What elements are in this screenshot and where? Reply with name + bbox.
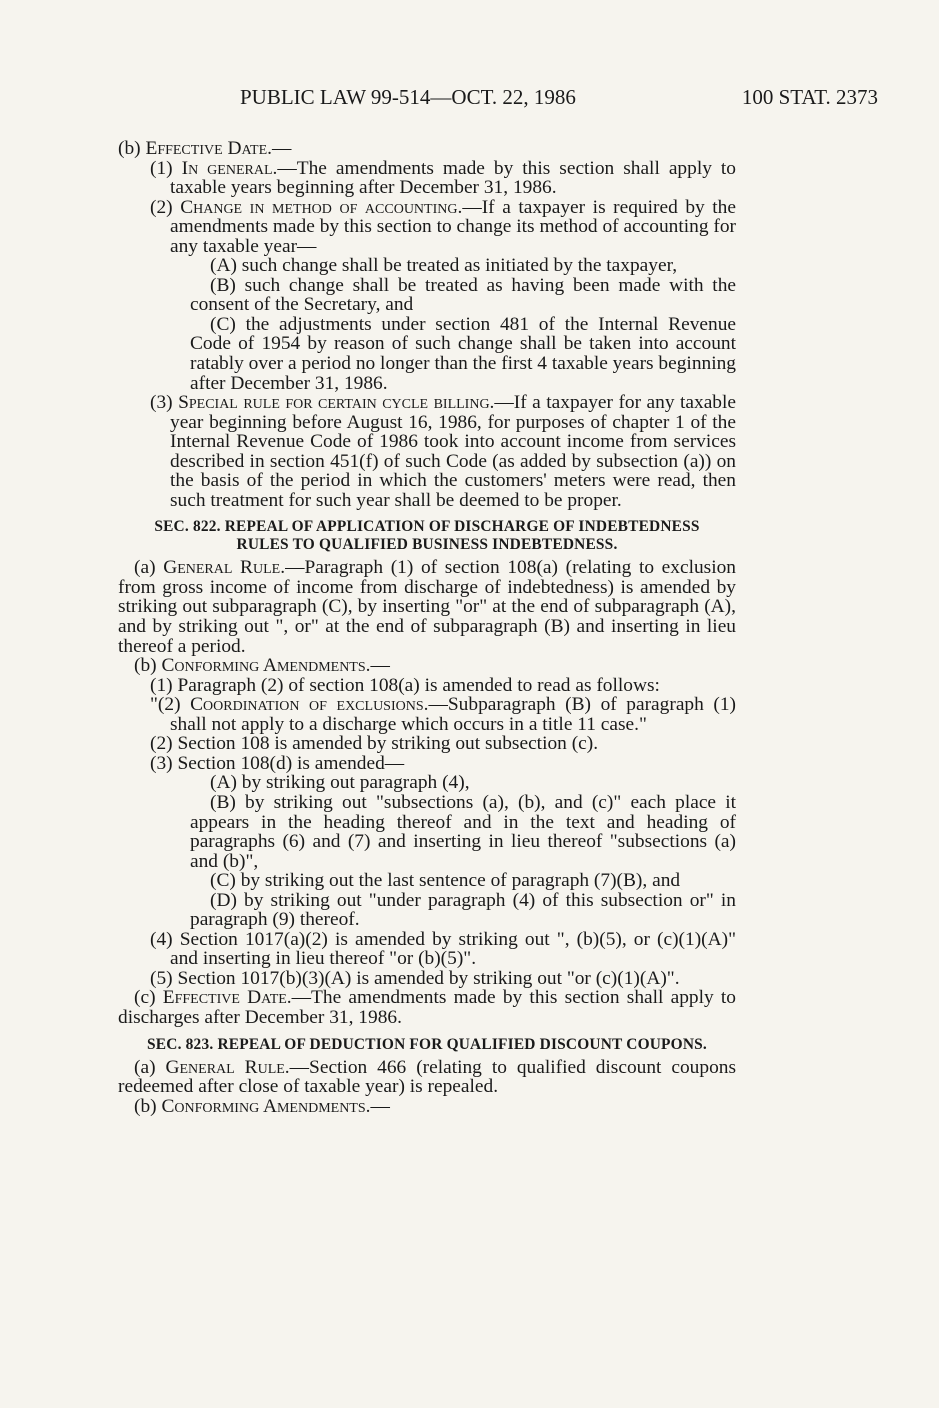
- amendment-5: (5) Section 1017(b)(3)(A) is amended by striking out "or (c)(1)(A)".: [150, 967, 680, 989]
- section-822-effective-date: (c) Effective Date.—The amendments made by this section shall apply to discharges after December 31, 1986.: [118, 987, 736, 1028]
- coordination-of-exclusions: "(2) Coordination of exclusions.—Subparagraph (B) of paragraph (1) shall not apply to a discharge which occurs in a title 11 case.": [150, 694, 736, 735]
- document-body: [118, 139, 736, 1116]
- public-law-citation: PUBLIC LAW 99-514—OCT. 22, 1986: [240, 85, 576, 109]
- amendment-3c: (C) by striking out the last sentence of paragraph (7)(B), and: [210, 870, 681, 892]
- paragraph-change-in-method: (2) Change in method of accounting.—If a taxpayer is required by the amendments made by this section to change its method of accounting for any taxable year—: [150, 196, 736, 257]
- amendment-4: (4) Section 1017(a)(2) is amended by striking out ", (b)(5), or (c)(1)(A)" and inserting in lieu thereof "or (b)(5)".: [150, 928, 736, 970]
- section-822-heading: SEC. 822. REPEAL OF APPLICATION OF DISCHARGE OF INDEBTEDNESS RULES TO QUALIFIED BUSINESS INDEBTEDNESS.: [154, 518, 700, 554]
- section-823-conforming-heading: (b) Conforming Amendments.—: [134, 1095, 390, 1117]
- paragraph-in-general: (1) In general.—The amendments made by this section shall apply to taxable years beginning after December 31, 1986.: [150, 157, 736, 199]
- amendment-3d: (D) by striking out "under paragraph (4) of this subsection or" in paragraph (9) thereof.: [190, 889, 736, 931]
- effective-date-heading: (b) Effective Date.—: [118, 138, 292, 159]
- subparagraph-b: (B) such change shall be treated as having been made with the consent of the Secretary, and: [190, 274, 736, 316]
- paragraph-special-rule: (3) Special rule for certain cycle billing.—If a taxpayer for any taxable year beginning before August 16, 1986, for purposes of chapter 1 of the Internal Revenue Code of 1986 took into account income from services described in section 451(f) of such Code (as added by subsection (a)) on the basis of the period in which the customers' meters were read, then such treatment for such year shall be deemed to be proper.: [150, 392, 736, 511]
- amendment-2: (2) Section 108 is amended by striking out subsection (c).: [150, 733, 599, 755]
- section-823-heading: SEC. 823. REPEAL OF DEDUCTION FOR QUALIFIED DISCOUNT COUPONS.: [147, 1035, 707, 1053]
- amendment-1: (1) Paragraph (2) of section 108(a) is amended to read as follows:: [150, 674, 660, 696]
- section-823-general-rule: (a) General Rule.—Section 466 (relating to qualified discount coupons redeemed after close of taxable year) is repealed.: [118, 1056, 737, 1098]
- subparagraph-a: (A) such change shall be treated as initiated by the taxpayer,: [210, 255, 678, 277]
- conforming-amendments-heading: (b) Conforming Amendments.—: [134, 655, 390, 677]
- page-header: [118, 85, 878, 114]
- section-822-general-rule: (a) General Rule.—Paragraph (1) of section 108(a) (relating to exclusion from gross income of income from discharge of indebtedness) is amended by striking out subparagraph (C), by inserting "or" at the end of subparagraph (A), and by striking out ", or" at the end of subparagraph (B) and inserting in lieu thereof a period.: [118, 557, 737, 657]
- statute-page-number: 100 STAT. 2373: [741, 85, 878, 109]
- subparagraph-c: (C) the adjustments under section 481 of the Internal Revenue Code of 1954 by reason of such change shall be taken into account ratably over a period no longer than the first 4 taxable years beginning after December 31, 1986.: [190, 313, 736, 394]
- amendment-3b: (B) by striking out "subsections (a), (b), and (c)" each place it appears in the heading thereof and in the text and heading of paragraphs (6) and (7) and inserting in lieu thereof "subsections (a) and (b)",: [190, 791, 736, 872]
- amendment-3: (3) Section 108(d) is amended—: [150, 752, 405, 774]
- amendment-3a: (A) by striking out paragraph (4),: [210, 772, 470, 794]
